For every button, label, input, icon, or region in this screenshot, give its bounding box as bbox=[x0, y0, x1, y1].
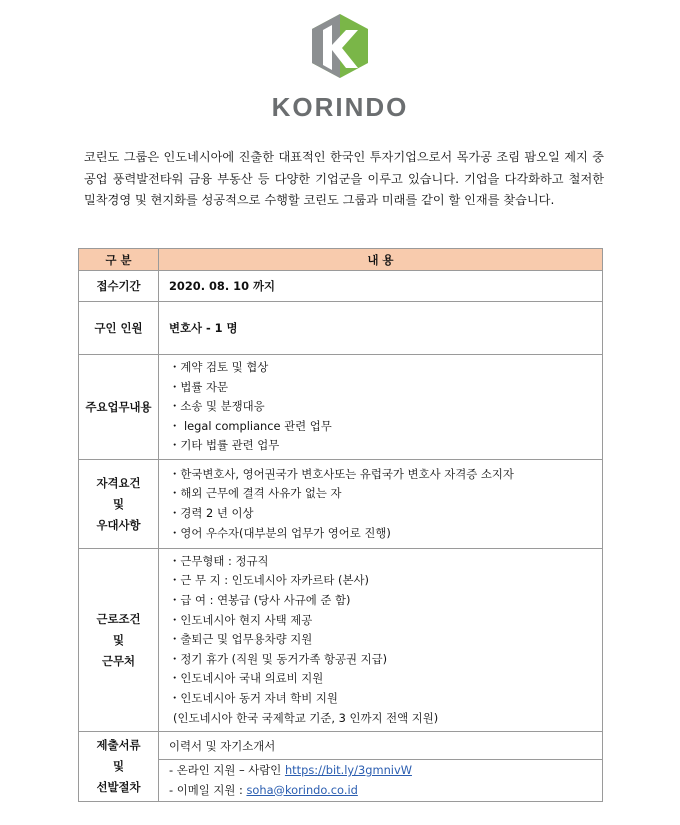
korindo-logo-icon bbox=[310, 12, 370, 80]
online-apply: - 온라인 지원 – 사람인 https://bit.ly/3gmnivW bbox=[169, 762, 412, 777]
duties-row bbox=[79, 355, 603, 460]
list-item: ・소송 및 분쟁대응 bbox=[169, 399, 265, 414]
online-apply-link[interactable]: https://bit.ly/3gmnivW bbox=[284, 762, 412, 777]
list-item: ・인도네시아 동거 자녀 학비 지원 bbox=[169, 690, 338, 705]
list-item: ・ legal compliance 관련 업무 bbox=[169, 418, 332, 433]
position-label: 구인 인원 bbox=[79, 302, 159, 355]
table-header-row bbox=[79, 249, 603, 271]
list-item: (인도네시아 한국 국제학교 기준, 3 인까지 전액 지원) bbox=[173, 710, 439, 725]
header-category: 구 분 bbox=[79, 249, 159, 271]
list-item: ・해외 근무에 결격 사유가 없는 자 bbox=[169, 486, 342, 501]
conditions-row bbox=[79, 549, 603, 732]
list-item: ・급 여 : 연봉급 (당사 사규에 준 함) bbox=[169, 593, 351, 608]
duties-label: 주요업무내용 bbox=[79, 355, 159, 460]
list-item: ・인도네시아 현지 사택 제공 bbox=[169, 612, 313, 627]
list-item: ・기타 법률 관련 업무 bbox=[169, 438, 280, 453]
duties-list bbox=[159, 355, 603, 460]
application-label: 제출서류 및 선발절차 bbox=[79, 732, 159, 802]
period-row bbox=[79, 271, 603, 302]
period-value: 2020. 08. 10 까지 bbox=[159, 271, 603, 302]
list-item: ・근 무 지 : 인도네시아 자카르타 (본사) bbox=[169, 573, 369, 588]
qualifications-row bbox=[79, 460, 603, 549]
qualifications-label: 자격요건 및 우대사항 bbox=[79, 460, 159, 549]
conditions-label: 근로조건 및 근무처 bbox=[79, 549, 159, 732]
documents-value: 이력서 및 자기소개서 bbox=[159, 732, 603, 760]
job-info-table bbox=[78, 248, 603, 802]
documents-row bbox=[79, 732, 603, 760]
selection-procedure bbox=[159, 760, 603, 802]
list-item: ・영어 우수자(대부분의 업무가 영어로 진행) bbox=[169, 525, 391, 540]
conditions-list bbox=[159, 549, 603, 732]
brand-name: KORINDO bbox=[271, 92, 409, 122]
qualifications-list bbox=[159, 460, 603, 549]
position-value: 변호사 - 1 명 bbox=[159, 302, 603, 355]
list-item: ・법률 자문 bbox=[169, 379, 229, 394]
intro-paragraph: 코린도 그룹은 인도네시아에 진출한 대표적인 한국인 투자기업으로서 목가공 조림 팜오일 제지 중공업 풍력발전타워 금융 부동산 등 다양한 기업군을 이루고 있습니다. 기업을 다각화하고 철저한 밀착경영 및 현지화를 성공적으로 수행할 코린도 그룹과 미래를 같이 할 인재를 찾습니다. bbox=[84, 150, 604, 207]
list-item: ・한국변호사, 영어권국가 변호사또는 유럽국가 변호사 자격증 소지자 bbox=[169, 466, 514, 481]
list-item: ・경력 2 년 이상 bbox=[169, 506, 254, 520]
header-content: 내 용 bbox=[159, 249, 603, 271]
list-item: ・근무형태 : 정규직 bbox=[169, 553, 269, 568]
period-label: 접수기간 bbox=[79, 271, 159, 302]
list-item: ・정기 휴가 (직원 및 동거가족 항공권 지급) bbox=[169, 651, 388, 666]
email-apply: - 이메일 지원 : soha@korindo.co.id bbox=[169, 782, 358, 797]
list-item: ・출퇴근 및 업무용차량 지원 bbox=[169, 632, 313, 647]
email-link[interactable]: soha@korindo.co.id bbox=[246, 782, 358, 797]
list-item: ・인도네시아 국내 의료비 지원 bbox=[169, 671, 324, 686]
position-row bbox=[79, 302, 603, 355]
list-item: ・계약 검토 및 협상 bbox=[169, 360, 269, 375]
logo bbox=[0, 12, 680, 80]
